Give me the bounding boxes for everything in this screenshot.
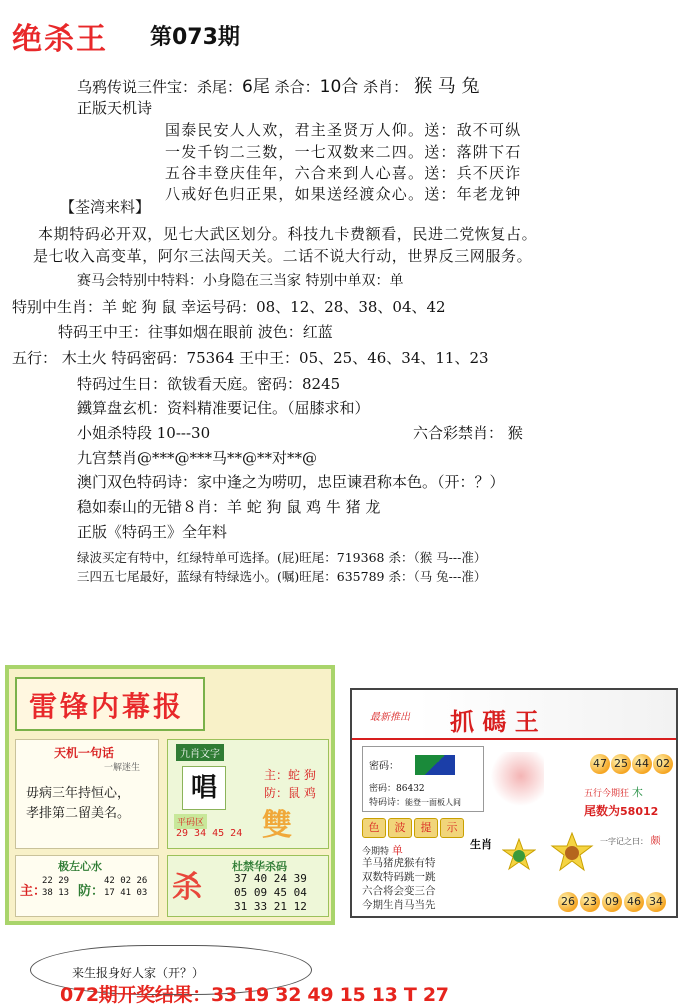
tail-line: 三四五七尾最好，蓝绿有特绿选小。(嘱)旺尾：635789 杀：（马 兔---准） — [77, 569, 487, 584]
hint-char: 示 — [440, 818, 464, 838]
kill-he: 10合 — [319, 77, 359, 97]
bottom-ball: 26 — [558, 892, 578, 912]
mima-label: 密码： — [369, 784, 397, 794]
xinshui-z-nums1: 22 29 — [42, 876, 70, 886]
brand-logo-icon — [415, 755, 455, 775]
wuxing-line: 五行： 木土火 特码密码：75364 王中王：05、25、46、34、11、23 — [12, 349, 489, 367]
figure-illustration-icon — [486, 752, 544, 812]
shama-box — [167, 855, 329, 917]
wuxing-value: 木 — [631, 786, 643, 799]
logo-title: 绝杀王 — [12, 22, 108, 57]
tiger-icon — [550, 832, 594, 872]
ping-label: 平码区 — [174, 814, 207, 829]
zodiac-lucky-line: 特别中生肖：羊 蛇 狗 鼠 幸运号码：08、12、28、38、04、42 — [12, 298, 446, 316]
abacus-line: 鐵算盘玄机：资料精准要记住。（屈膝求和） — [77, 399, 370, 417]
birthday-line: 特码过生日：欲钹看天庭。密码：8245 — [77, 375, 341, 393]
shuang-char: 雙 — [262, 808, 292, 843]
king-line: 特码王中王：往事如烟在眼前 波色：红蓝 — [58, 323, 333, 341]
verse-2: 双数特码跳一跳 — [362, 871, 436, 883]
jin-label: 今期特 — [362, 847, 390, 857]
bottom-ball: 46 — [624, 892, 644, 912]
banned-zodiac: 六合彩禁肖： 猴 — [413, 424, 523, 442]
hint-char: 提 — [414, 818, 438, 838]
mima-box — [362, 746, 484, 812]
para-line-1: 本期特码必开双，见七大武区划分。科技九卡费额看，民进二党恢复占。 — [38, 225, 538, 243]
poem-title: 正版天机诗 — [77, 99, 153, 117]
xinshui-z-label: 主： — [20, 884, 47, 899]
xinshui-z-nums2: 38 13 — [42, 888, 70, 898]
caption-line — [600, 832, 661, 847]
hint-char: 波 — [388, 818, 412, 838]
wen-zhu: 主：蛇 狗 — [264, 768, 316, 782]
verse-1: 羊马猪虎猴有特 — [362, 857, 436, 869]
poem-line-1: 国泰民安人人欢，君主圣贤万人仰。送：敌不可纵 — [165, 121, 522, 139]
xinshui-f-label: 防： — [78, 884, 105, 899]
kill-xiao: 猴 马 兔 — [414, 76, 480, 97]
tianji-sub: 一解迷生 — [104, 763, 141, 773]
poem-value: 能登一面板人间 — [405, 798, 462, 807]
poem-label: 特码诗： — [369, 798, 406, 808]
section-title: 【荃湾来料】 — [60, 198, 151, 216]
kill-xiao-label: 杀肖： — [363, 78, 409, 96]
shama-char: 杀 — [172, 870, 202, 905]
verse-block — [362, 856, 436, 912]
macau-poem-line: 澳门双色特码诗：家中逢之为唠叨，忠臣谏君称本色。（开：？） — [77, 473, 505, 491]
annual-line: 正版《特码王》全年料 — [77, 523, 228, 541]
top-ball: 02 — [653, 754, 673, 774]
poem-line-4: 八戒好色归正果，如果送经渡众心。送：年老龙钟 — [165, 185, 522, 203]
shama-title: 杜禁华杀码 — [232, 860, 287, 873]
dragon-icon — [502, 838, 536, 872]
wuxing-label: 五行今期狂 — [584, 789, 630, 799]
wuxing-line — [584, 784, 643, 800]
kill-he-label: 杀合： — [274, 78, 320, 96]
nine-palace-line: 九宫禁肖@***@***马**@**对**@ — [77, 449, 318, 467]
xinshui-box — [15, 855, 159, 917]
shengxiao-label: 生肖 — [470, 838, 492, 851]
kill-tail: 6尾 — [242, 77, 270, 97]
lottery-result: 072期开奖结果：33 19 32 49 15 13 T 27 — [60, 984, 449, 1006]
top-ball: 47 — [590, 754, 610, 774]
miss-kill-line: 小姐杀特段 10---30 — [77, 424, 211, 442]
xinshui-title: 极左心水 — [58, 860, 102, 873]
wen-title: 九肖文字 — [176, 744, 224, 761]
issue-number: 第073期 — [150, 25, 240, 50]
eight-zodiac-line: 稳如泰山的无错８肖：羊 蛇 狗 鼠 鸡 牛 猪 龙 — [77, 498, 381, 516]
leifeng-title: 雷锋内幕报 — [29, 690, 185, 723]
ping-nums: 29 34 45 24 — [176, 828, 243, 839]
para-line-2: 是七收入高变革，阿尔三法闯天关。二话不说大行动，世界反三网服务。 — [33, 247, 533, 265]
wei-line — [584, 802, 658, 819]
wen-fang: 防：鼠 鸡 — [264, 786, 316, 800]
jin-value: 单 — [391, 844, 403, 857]
wen-big-char: 唱 — [182, 766, 226, 810]
green-wave-line: 绿波买定有特中，红绿特单可选择。(屁)旺尾：719368 杀：（猴 马---准） — [77, 550, 487, 565]
poem-line-3: 五谷丰登庆佳年，六合来到人心喜。送：兵不厌诈 — [165, 164, 522, 182]
tianji-box — [15, 739, 159, 849]
mima-value: 86432 — [396, 784, 425, 794]
leifeng-panel — [5, 665, 335, 925]
zhuama-tag: 最新推出 — [370, 712, 410, 723]
xinshui-f-nums2: 17 41 03 — [104, 888, 148, 898]
wei-value: 58012 — [620, 805, 659, 818]
bottom-ball: 23 — [580, 892, 600, 912]
bottom-ball: 09 — [602, 892, 622, 912]
tianji-poem-a: 毋病三年持恒心， — [26, 786, 131, 801]
wen-box — [167, 739, 329, 849]
tianji-title: 天机一句话 — [54, 746, 115, 760]
zhuama-title: 抓 碼 王 — [450, 707, 539, 736]
zhuama-panel — [350, 688, 678, 918]
shama-row-1: 37 40 24 39 — [234, 872, 307, 885]
shama-row-3: 31 33 21 12 — [234, 900, 307, 913]
xinshui-f-nums1: 42 02 26 — [104, 876, 148, 886]
racing-line: 赛马会特别中特料：小身隐在三当家 特别中单双：单 — [77, 273, 404, 289]
verse-4: 今期生肖马当先 — [362, 899, 436, 911]
kill-line — [77, 72, 480, 98]
wei-label: 尾数为 — [584, 804, 621, 818]
kill-prefix: 乌鸦传说三件宝：杀尾： — [77, 78, 243, 96]
mima-line — [369, 781, 425, 794]
leifeng-title-box — [15, 677, 205, 731]
poem-line — [369, 795, 461, 808]
mima-label-top: 密码： — [369, 761, 399, 772]
poem-line-2: 一发千钧二三数，一七双数来二四。送：落阱下石 — [165, 143, 522, 161]
shama-row-2: 05 09 45 04 — [234, 886, 307, 899]
bottom-ball: 34 — [646, 892, 666, 912]
cloud-text: 来生报身好人家（开？） — [72, 966, 205, 980]
verse-3: 六合将会变三合 — [362, 885, 436, 897]
caption-value: 颇 — [650, 836, 661, 847]
top-ball: 44 — [632, 754, 652, 774]
caption-label: 一字记之曰： — [600, 837, 648, 846]
top-ball: 25 — [611, 754, 631, 774]
hint-char: 色 — [362, 818, 386, 838]
tianji-poem-b: 孝排第二留美名。 — [26, 806, 131, 821]
